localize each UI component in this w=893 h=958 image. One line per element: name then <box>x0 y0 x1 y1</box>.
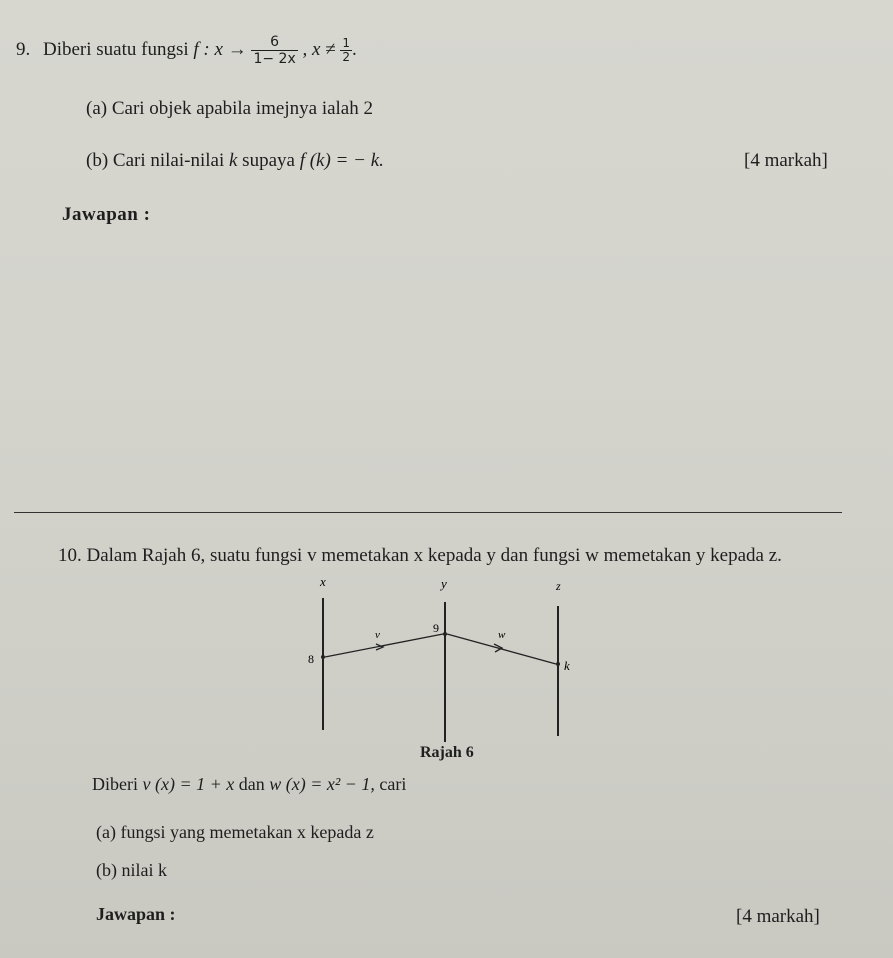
label-w: w <box>498 629 506 641</box>
q9-numerator: 6 <box>270 34 280 50</box>
q9-part-b-k: k <box>228 150 238 171</box>
q9-part-b-prefix: (b) Cari nilai-nilai <box>86 150 225 171</box>
q9-cond-num: 1 <box>342 36 350 50</box>
q9-marks: [4 markah] <box>744 150 828 171</box>
label-x: x <box>320 574 326 589</box>
q9-part-b-mid: supaya <box>242 150 295 171</box>
q9-cond-fraction <box>340 37 352 64</box>
q10-number: 10. <box>58 545 82 566</box>
arrow-diagram <box>290 570 610 770</box>
q9-denominator: 1− 2x <box>253 51 296 67</box>
q10-given <box>92 774 406 795</box>
value-k: k <box>564 658 570 673</box>
section-divider <box>14 512 842 513</box>
q9-part-b <box>86 150 384 172</box>
q10-given-v: v (x) = 1 + x <box>142 774 235 794</box>
q9-line <box>16 34 357 67</box>
q9-cond-end: . <box>352 38 357 60</box>
q10-part-a: (a) fungsi yang memetakan x kepada z <box>96 822 374 842</box>
q9-intro: Diberi suatu fungsi <box>43 38 189 60</box>
q9-part-a: (a) Cari objek apabila imejnya ialah 2 <box>86 98 373 119</box>
value-8: 8 <box>308 652 314 666</box>
label-v: v <box>375 629 380 641</box>
q10-line <box>58 545 782 567</box>
label-z: z <box>556 579 561 593</box>
q10-given-prefix: Diberi <box>92 774 138 794</box>
q10-marks: [4 markah] <box>736 906 820 927</box>
q9-answer-label: Jawapan : <box>62 204 151 225</box>
point-k <box>556 662 560 666</box>
q10-answer-label: Jawapan : <box>96 904 176 924</box>
point-9 <box>443 632 447 636</box>
arrow-v <box>325 634 443 657</box>
q9-part-b-expr: f (k) = − k. <box>299 150 384 171</box>
value-9: 9 <box>433 621 439 635</box>
label-y: y <box>441 576 447 591</box>
q9-func-name: f : x → <box>193 38 247 60</box>
q10-given-dan: dan <box>238 774 265 794</box>
diagram-caption: Rajah 6 <box>420 744 474 761</box>
q9-condition: , x ≠ <box>302 38 336 60</box>
q9-number: 9. <box>16 38 31 60</box>
q9-fraction <box>251 34 297 67</box>
q9-cond-den: 2 <box>342 50 350 64</box>
point-8 <box>321 655 325 659</box>
q10-part-b: (b) nilai k <box>96 860 167 880</box>
q10-given-w: w (x) = x² − 1, <box>269 774 375 794</box>
q10-text: Dalam Rajah 6, suatu fungsi v memetakan x kepada y dan fungsi w memetakan y kepada z. <box>86 545 782 566</box>
q10-given-cari: cari <box>379 774 407 794</box>
